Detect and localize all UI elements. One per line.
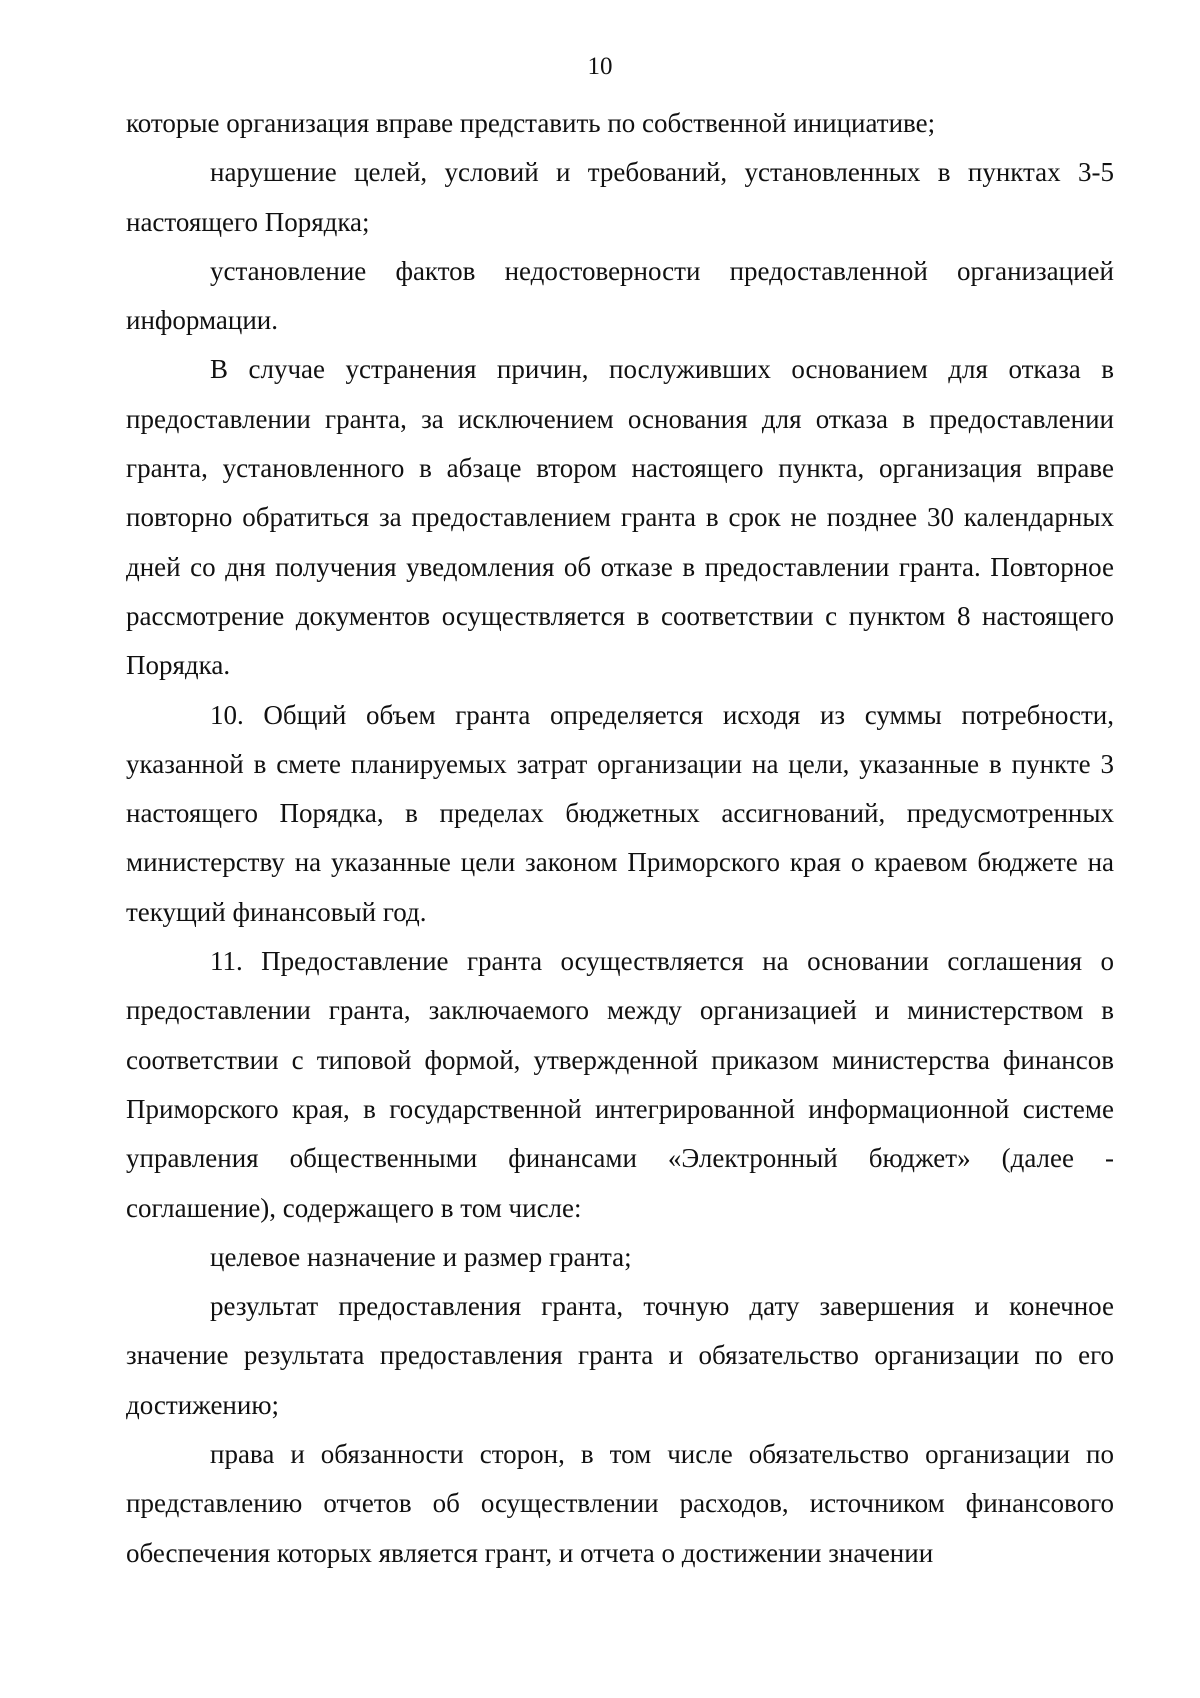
paragraph-purpose-and-size: целевое назначение и размер гранта; [210, 1241, 632, 1272]
paragraph-11-grant-agreement: 11. Предоставление гранта осуществляется на основании соглашения о предоставлении гранта, заключаемого между организацией и министерством в соответствии с типовой формой, утвержденной приказом министерства финансов Приморского края, в государственной интегрированной информационной системе управления общественными финансами «Электронный бюджет» (далее - соглашение), содержащего в том числе: [126, 946, 1114, 1223]
paragraph-violation-of-goals: нарушение целей, условий и требований, установленных в пунктах 3-5 настоящего Порядка; [126, 157, 1114, 237]
paragraph-rights-and-obligations: права и обязанности сторон, в том числе обязательство организации по представлению отчетов об осуществлении расходов, источником финансового обеспечения которых является грант, и отчета о достижении значении [126, 1439, 1114, 1568]
paragraph-false-information: установление фактов недостоверности предоставленной организацией информации. [126, 255, 1114, 336]
paragraph-continuation: которые организация вправе представить по собственной инициативе; [126, 108, 936, 138]
document-body [126, 99, 1114, 1578]
paragraph-10-grant-volume: 10. Общий объем гранта определяется исходя из суммы потребности, указанной в смете планируемых затрат организации на цели, указанные в пункте 3 настоящего Порядка, в пределах бюджетных ассигнований, предусмотренных министерству на указанные цели законом Приморского края о краевом бюджете на текущий финансовый год. [126, 699, 1114, 927]
paragraph-reapplication: В случае устранения причин, послуживших основанием для отказа в предоставлении гранта, за исключением основания для отказа в предоставлении гранта, установленного в абзаце втором настоящего пункта, организация вправе повторно обратиться за предоставлением гранта в срок не позднее 30 календарных дней со дня получения уведомления об отказе в предоставлении гранта. Повторное рассмотрение документов осуществляется в соответствии с пунктом 8 настоящего Порядка. [126, 354, 1114, 681]
page-number: 10 [587, 53, 613, 80]
paragraph-result: результат предоставления гранта, точную дату завершения и конечное значение результата предоставления гранта и обязательство организации по его достижению; [126, 1291, 1114, 1420]
